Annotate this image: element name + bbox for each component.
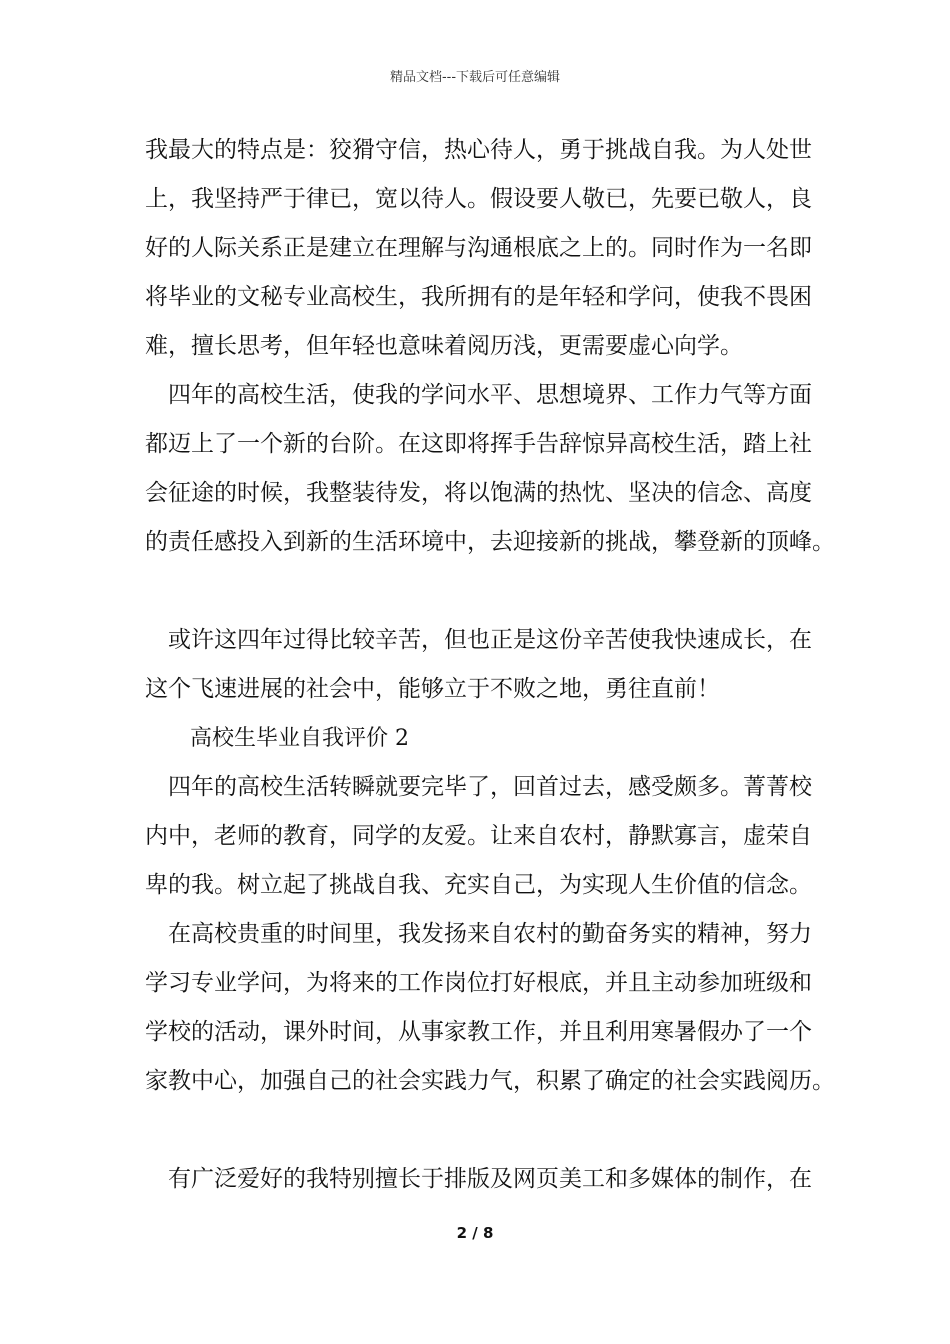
paragraph-line: 学习专业学问，为将来的工作岗位打好根底，并且主动参加班级和: [145, 970, 812, 996]
paragraph-line: 卑的我。树立起了挑战自我、充实自己，为实现人生价值的信念。: [145, 872, 812, 898]
paragraph-line: 难，擅长思考，但年轻也意味着阅历浅，更需要虚心向学。: [145, 333, 743, 359]
paragraph-line: 在高校贵重的时间里，我发扬来自农村的勤奋务实的精神，努力: [168, 921, 812, 947]
paragraph-line: 内中，老师的教育，同学的友爱。让来自农村，静默寡言，虚荣自: [145, 823, 812, 849]
section-title: [145, 714, 817, 763]
paragraph-line: 四年的高校生活，使我的学问水平、思想境界、工作力气等方面: [168, 382, 812, 408]
paragraph: [145, 616, 817, 714]
paragraph-line: 这个飞速进展的社会中，能够立于不败之地，勇往直前！: [145, 676, 720, 702]
paragraph-line: 好的人际关系正是建立在理解与沟通根底之上的。同时作为一名即: [145, 235, 812, 261]
paragraph-spacer: [145, 1106, 817, 1155]
paragraph-line: 或许这四年过得比较辛苦，但也正是这份辛苦使我快速成长，在: [168, 627, 812, 653]
paragraph-line: 学校的活动，课外时间，从事家教工作，并且利用寒暑假办了一个: [145, 1019, 812, 1045]
paragraph: [145, 910, 835, 1106]
paragraph-line: 四年的高校生活转瞬就要完毕了，回首过去，感受颇多。菁菁校: [168, 774, 812, 800]
paragraph-line: 上，我坚持严于律已，宽以待人。假设要人敬已，先要已敬人，良: [145, 186, 812, 212]
paragraph-line: 家教中心，加强自己的社会实践力气，积累了确定的社会实践阅历。: [145, 1068, 835, 1094]
paragraph: [145, 126, 817, 371]
paragraph-line: 会征途的时候，我整装待发，将以饱满的热忱、坚决的信念、高度: [145, 480, 812, 506]
paragraph: [145, 371, 835, 567]
page-number: 2 / 8: [456, 1224, 494, 1242]
paragraph: [145, 1155, 817, 1204]
paragraph-line: 的责任感投入到新的生活环境中，去迎接新的挑战，攀登新的顶峰。: [145, 529, 835, 555]
paragraph-spacer: [145, 567, 817, 616]
paragraph-line: 我最大的特点是：狡猾守信，热心待人，勇于挑战自我。为人处世: [145, 137, 812, 163]
paragraph-line: 有广泛爱好的我特别擅长于排版及网页美工和多媒体的制作，在: [168, 1166, 812, 1192]
section-title-text: 高校生毕业自我评价 2: [190, 726, 409, 751]
paragraph-line: 将毕业的文秘专业高校生，我所拥有的是年轻和学问，使我不畏困: [145, 284, 812, 310]
document-body: [145, 126, 835, 1204]
page-header: 精品文档---下载后可任意编辑: [389, 70, 561, 85]
paragraph-line: 都迈上了一个新的台阶。在这即将挥手告辞惊异高校生活，踏上社: [145, 431, 812, 457]
paragraph: [145, 763, 817, 910]
